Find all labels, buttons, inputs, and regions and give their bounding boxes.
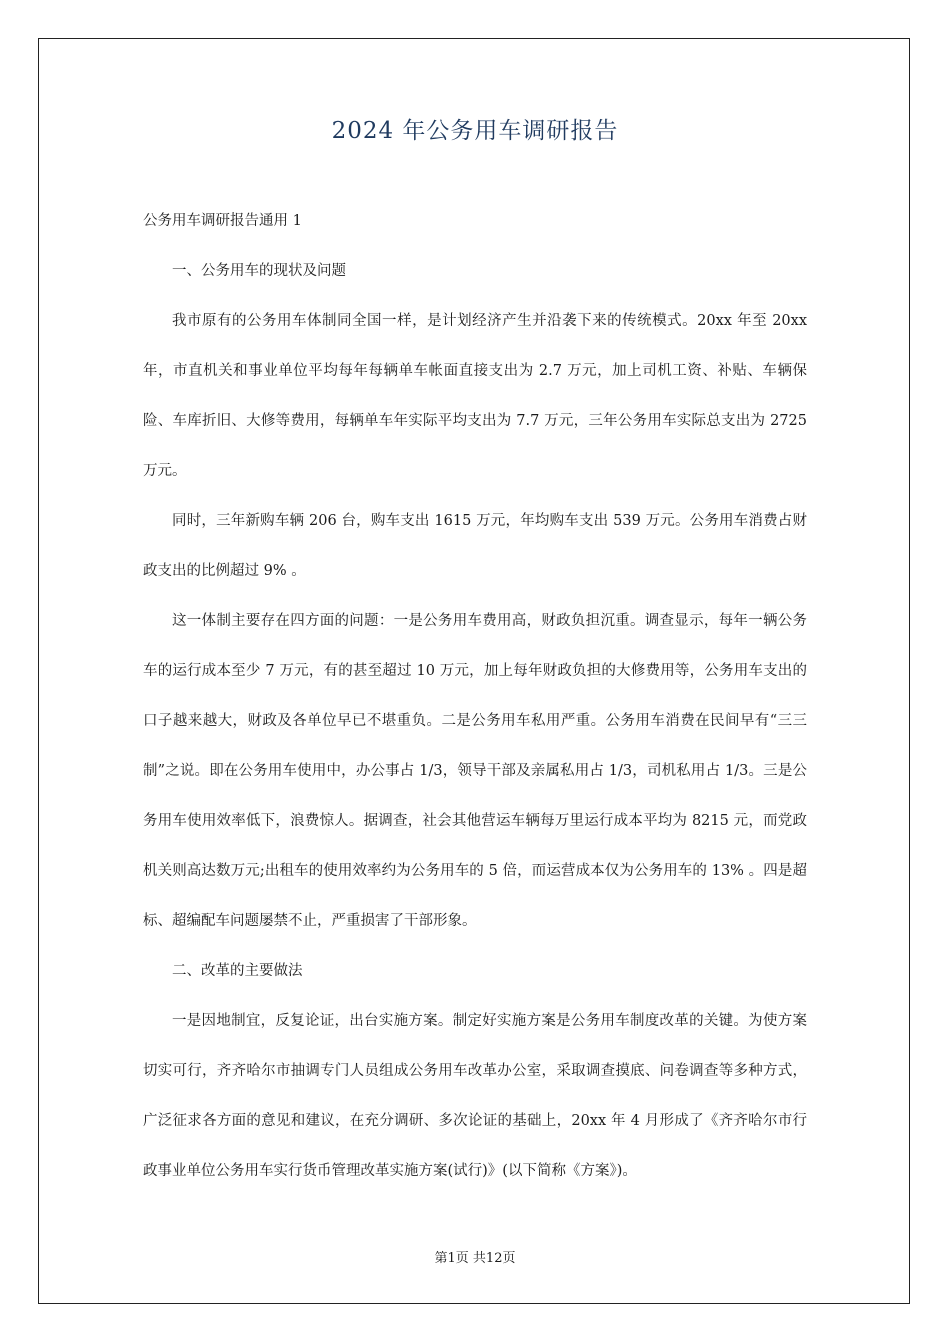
section-heading-2: 二、改革的主要做法	[172, 963, 303, 979]
section-heading-1: 一、公务用车的现状及问题	[172, 263, 346, 279]
body-paragraph: 这一体制主要存在四方面的问题：一是公务用车费用高，财政负担沉重。调查显示，每年一辆公务车的运行成本至少 7 万元，有的甚至超过 10 万元，加上每年财政负担的大修费用等，公务用车支出的口子越来越大，财政及各单位早已不堪重负。二是公务用车私用严重。公务用车消费在民间早有“三三制”之说。即在公务用车使用中，办公事占 1/3，领导干部及亲属私用占 1/3，司机私用占 1/3。三是公务用车使用效率低下，浪费惊人。据调查，社会其他营运车辆每万里运行成本平均为 8215 元，而党政机关则高达数万元;出租车的使用效率约为公务用车的 5 倍，而运营成本仅为公务用车的 13% 。四是超标、超编配车问题屡禁不止，严重损害了干部形象。	[143, 613, 807, 929]
section-heading-paragraph: 公务用车调研报告通用 1	[143, 213, 302, 229]
document-body	[143, 196, 807, 1196]
document-title: 2024 年公务用车调研报告	[331, 118, 619, 144]
body-paragraph: 我市原有的公务用车体制同全国一样，是计划经济产生并沿袭下来的传统模式。20xx 年至 20xx 年，市直机关和事业单位平均每年每辆单车帐面直接支出为 2.7 万元，加上司机工资、补贴、车辆保险、车库折旧、大修等费用，每辆单车年实际平均支出为 7.7 万元，三年公务用车实际总支出为 2725 万元。	[143, 313, 807, 479]
body-paragraph: 同时，三年新购车辆 206 台，购车支出 1615 万元，年均购车支出 539 万元。公务用车消费占财政支出的比例超过 9% 。	[143, 513, 807, 579]
page-number-footer: 第1页 共12页	[434, 1251, 516, 1266]
body-paragraph: 一是因地制宜，反复论证，出台实施方案。制定好实施方案是公务用车制度改革的关键。为使方案切实可行，齐齐哈尔市抽调专门人员组成公务用车改革办公室，采取调查摸底、问卷调查等多种方式，广泛征求各方面的意见和建议，在充分调研、多次论证的基础上，20xx 年 4 月形成了《齐齐哈尔市行政事业单位公务用车实行货币管理改革实施方案(试行)》(以下简称《方案》)。	[143, 1013, 807, 1179]
